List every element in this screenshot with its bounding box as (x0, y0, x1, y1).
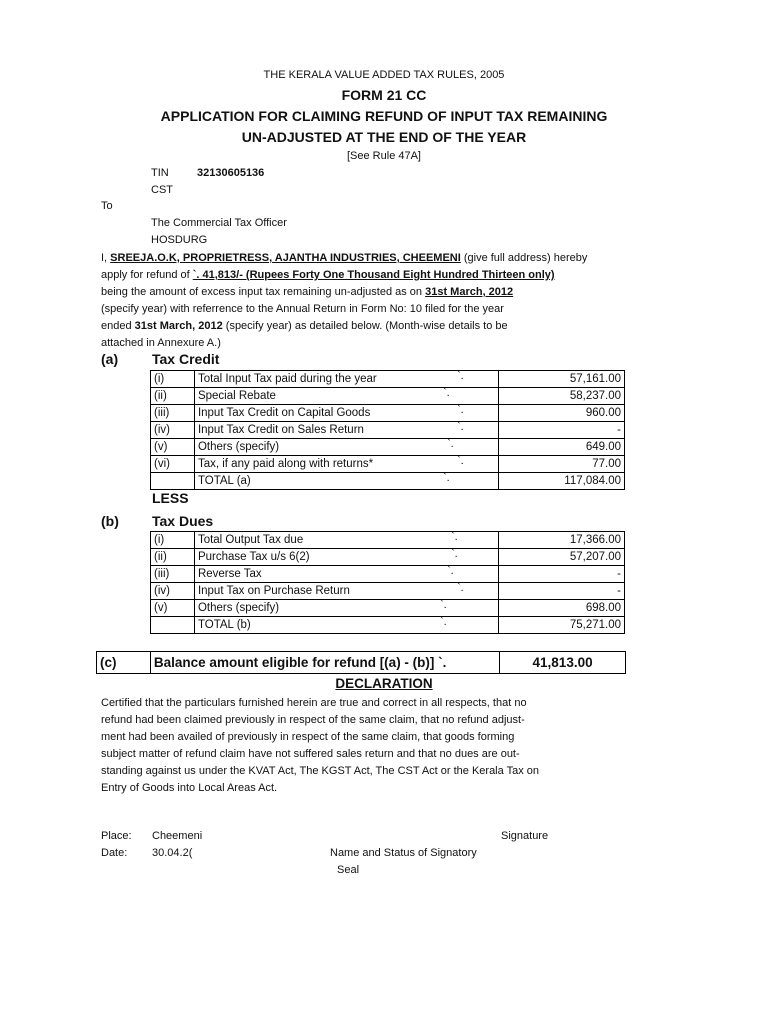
row-label: Input Tax Credit on Sales Return (197, 424, 364, 436)
cst-label: CST (151, 184, 173, 196)
row-value: 117,084.00 (499, 473, 625, 490)
rupee-symbol: `. (456, 421, 464, 433)
section-a-tag: (a) (101, 351, 119, 367)
table-row (151, 371, 625, 388)
row-number: (v) (151, 600, 195, 617)
balance-row (97, 652, 626, 674)
intro-line4: (specify year) with referrence to the Annual Return in Form No: 10 filed for the year (101, 303, 504, 315)
row-label-cell (194, 473, 498, 490)
section-b-heading: Tax Dues (152, 513, 214, 529)
row-label: Purchase Tax u/s 6(2) (197, 551, 310, 563)
intro-suffix: (give full address) hereby (460, 252, 588, 264)
row-number: (v) (151, 439, 195, 456)
table-row (151, 456, 625, 473)
row-number: (iii) (151, 566, 195, 583)
intro-detail-text: (specify year) as detailed below. (Month-wise details to be (222, 320, 508, 332)
to-label: To (101, 200, 113, 212)
applicant-name: SREEJA.O.K, PROPRIETRESS, AJANTHA INDUSTRIES, CHEEMENI (110, 252, 461, 264)
row-label: Total Output Tax due (197, 534, 304, 546)
row-label: Total Input Tax paid during the year (197, 373, 377, 385)
declaration-text (101, 695, 561, 797)
rupee-symbol: `. (456, 582, 464, 594)
rules-title: THE KERALA VALUE ADDED TAX RULES, 2005 (263, 69, 505, 81)
row-label-cell (194, 439, 498, 456)
rupee-symbol: `. (456, 455, 464, 467)
tax-credit-table (150, 370, 625, 490)
place-label: Place: (101, 830, 132, 842)
row-label: TOTAL (b) (197, 619, 251, 631)
rupee-symbol: `. (439, 599, 447, 611)
row-number: (iv) (151, 583, 195, 600)
row-value: 58,237.00 (499, 388, 625, 405)
table-row (151, 422, 625, 439)
table-row (151, 439, 625, 456)
row-value: 57,161.00 (499, 371, 625, 388)
intro-line6: attached in Annexure A.) (101, 337, 221, 349)
row-value: 960.00 (499, 405, 625, 422)
place-value: Cheemeni (152, 830, 203, 842)
balance-label: Balance amount eligible for refund [(a) - (b)] `. (150, 652, 499, 674)
signature-label: Signature (501, 830, 549, 842)
declaration-line: subject matter of refund claim have not suffered sales return and that no dues are out- (101, 748, 520, 760)
row-value: 75,271.00 (499, 617, 625, 634)
rupee-symbol: `. (456, 370, 464, 382)
table-row (151, 388, 625, 405)
section-a-heading: Tax Credit (152, 351, 220, 367)
balance-table (96, 651, 626, 674)
rupee-symbol: `. (450, 531, 458, 543)
row-label-cell (194, 617, 498, 634)
row-label-cell (194, 388, 498, 405)
row-label: Reverse Tax (197, 568, 262, 580)
row-label: TOTAL (a) (197, 475, 251, 487)
row-label: Others (specify) (197, 602, 280, 614)
intro-prefix: I, (101, 252, 111, 264)
year-end-date: 31st March, 2012 (134, 320, 223, 332)
row-value: 698.00 (499, 600, 625, 617)
row-label: Special Rebate (197, 390, 276, 402)
section-c-tag: (c) (97, 652, 151, 674)
row-value: 649.00 (499, 439, 625, 456)
intro-apply-text: apply for refund of (101, 269, 193, 281)
row-number: (i) (151, 532, 195, 549)
table-row (151, 600, 625, 617)
row-value: 17,366.00 (499, 532, 625, 549)
row-number: (vi) (151, 456, 195, 473)
rupee-symbol: `. (456, 404, 464, 416)
row-label-cell (194, 405, 498, 422)
tin-label: TIN (151, 167, 169, 179)
signatory-label: Name and Status of Signatory (330, 847, 477, 859)
seal-label: Seal (337, 864, 360, 876)
table-row (151, 532, 625, 549)
addressee-line1: The Commercial Tax Officer (151, 217, 287, 229)
row-value: - (499, 422, 625, 439)
rupee-symbol: `. (450, 548, 458, 560)
refund-amount: `. 41,813/- (Rupees Forty One Thousand Eight Hundred Thirteen only) (192, 269, 555, 281)
row-value: - (499, 566, 625, 583)
rupee-symbol: `. (442, 387, 450, 399)
row-label: Input Tax Credit on Capital Goods (197, 407, 371, 419)
declaration-line: Certified that the particulars furnished herein are true and correct in all respects, that no (101, 697, 527, 709)
form-title-line1: APPLICATION FOR CLAIMING REFUND OF INPUT TAX REMAINING (160, 108, 608, 124)
intro-line1 (101, 250, 587, 267)
tin-value: 32130605136 (197, 167, 265, 179)
table-row (151, 549, 625, 566)
row-label-cell (194, 371, 498, 388)
rupee-symbol: `. (446, 438, 454, 450)
row-number: (i) (151, 371, 195, 388)
row-label-cell (194, 583, 498, 600)
row-label: Others (specify) (197, 441, 280, 453)
form-title-line2: UN-ADJUSTED AT THE END OF THE YEAR (241, 129, 527, 145)
date-value: 30.04.2( (152, 847, 193, 859)
row-number (151, 617, 195, 634)
row-label-cell (194, 600, 498, 617)
intro-line2 (101, 267, 555, 284)
row-value: 77.00 (499, 456, 625, 473)
form-number: FORM 21 CC (341, 87, 427, 103)
balance-value: 41,813.00 (500, 652, 626, 674)
table-row (151, 583, 625, 600)
intro-ended-text: ended (101, 320, 135, 332)
table-row (151, 617, 625, 634)
declaration-line: ment had been availed of previously in respect of the same claim, that goods forming (101, 731, 515, 743)
intro-line3 (101, 284, 513, 301)
rupee-symbol: `. (446, 565, 454, 577)
declaration-heading: DECLARATION (335, 676, 433, 691)
rupee-symbol: `. (442, 472, 450, 484)
row-label-cell (194, 456, 498, 473)
row-number: (iii) (151, 405, 195, 422)
row-number (151, 473, 195, 490)
addressee-line2: HOSDURG (151, 234, 208, 246)
declaration-line: refund had been claimed previously in respect of the same claim, that no refund adjust- (101, 714, 525, 726)
tax-dues-table (150, 531, 625, 634)
row-label: Input Tax on Purchase Return (197, 585, 350, 597)
less-label: LESS (152, 490, 189, 506)
declaration-line: standing against us under the KVAT Act, The KGST Act, The CST Act or the Kerala Tax on (101, 765, 540, 777)
row-number: (ii) (151, 549, 195, 566)
rule-reference: [See Rule 47A] (347, 150, 421, 162)
row-label: Tax, if any paid along with returns* (197, 458, 374, 470)
row-number: (ii) (151, 388, 195, 405)
intro-being-text: being the amount of excess input tax remaining un-adjusted as on (101, 286, 426, 298)
row-value: - (499, 583, 625, 600)
table-row (151, 473, 625, 490)
declaration-line: Entry of Goods into Local Areas Act. (101, 782, 278, 794)
row-label-cell (194, 566, 498, 583)
unadjusted-date: 31st March, 2012 (425, 286, 514, 298)
table-row (151, 405, 625, 422)
intro-line5 (101, 318, 508, 335)
row-value: 57,207.00 (499, 549, 625, 566)
date-label: Date: (101, 847, 128, 859)
section-b-tag: (b) (101, 513, 119, 529)
table-row (151, 566, 625, 583)
rupee-symbol: `. (439, 616, 447, 628)
row-number: (iv) (151, 422, 195, 439)
